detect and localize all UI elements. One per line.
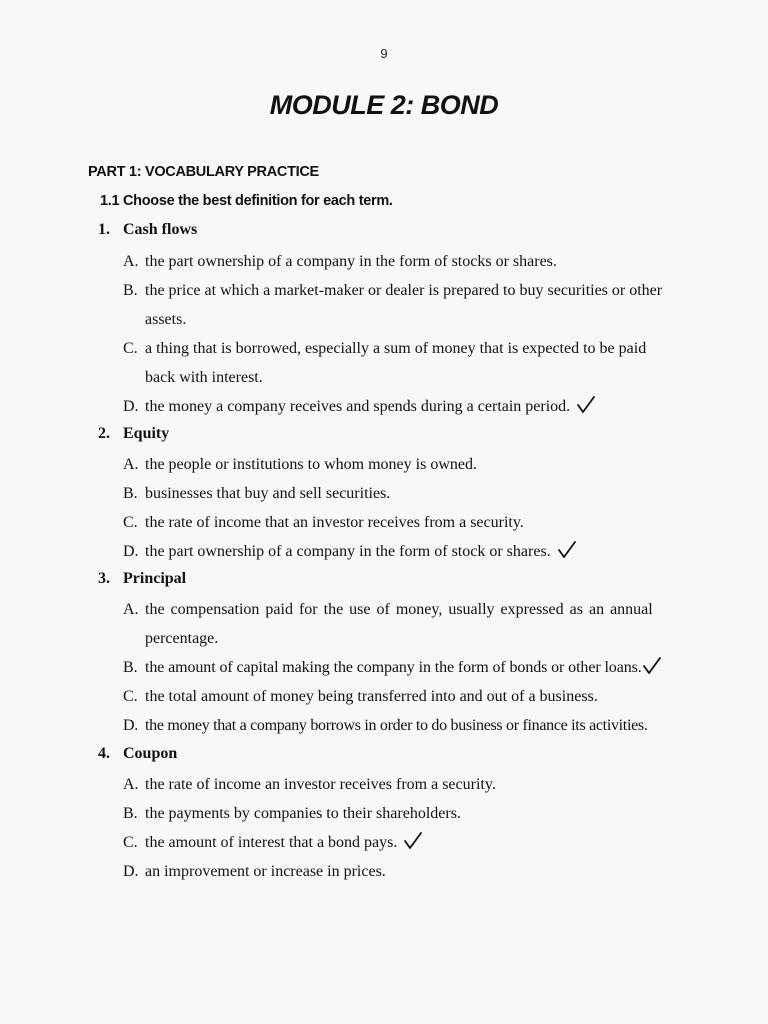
question-number: 1. <box>98 221 110 238</box>
option-letter: D. <box>123 863 139 880</box>
option-text: the amount of capital making the company in the form of bonds or other loans. <box>145 659 642 676</box>
option-text-continued: back with interest. <box>145 369 263 386</box>
option-letter: B. <box>123 282 138 299</box>
question-term: Principal <box>123 570 187 587</box>
option-text: a thing that is borrowed, especially a sum of money that is expected to be paid <box>145 340 647 357</box>
option-letter: C. <box>123 340 138 357</box>
option-letter: D. <box>123 543 139 560</box>
option-letter: A. <box>123 601 139 618</box>
question-term: Cash flows <box>123 221 198 238</box>
option-letter: A. <box>123 253 139 270</box>
option-text: the total amount of money being transferred into and out of a business. <box>145 688 598 705</box>
option-text: the money a company receives and spends during a certain period. <box>145 398 571 415</box>
page-title: MODULE 2: BOND <box>269 90 499 120</box>
option-text: the payments by companies to their shareholders. <box>145 805 461 822</box>
option-letter: C. <box>123 514 138 531</box>
checkmark-icon <box>403 831 423 851</box>
question-2 <box>98 425 169 443</box>
option-letter: B. <box>123 659 138 676</box>
option-4d <box>123 857 671 886</box>
option-4c <box>123 828 671 857</box>
option-text: the rate of income that an investor receives from a security. <box>145 514 524 531</box>
checkmark-icon <box>642 656 662 676</box>
option-text: businesses that buy and sell securities. <box>145 485 391 502</box>
option-letter: A. <box>123 456 139 473</box>
option-letter: C. <box>123 834 138 851</box>
question-number: 3. <box>98 570 110 587</box>
option-letter: B. <box>123 485 138 502</box>
option-text: the price at which a market-maker or dealer is prepared to buy securities or other <box>145 282 663 299</box>
checkmark-icon <box>576 395 596 415</box>
option-text: an improvement or increase in prices. <box>145 863 386 880</box>
option-3c <box>123 682 671 711</box>
option-1d <box>123 392 671 421</box>
option-4b <box>123 799 671 828</box>
option-2a <box>123 450 671 479</box>
option-1b <box>123 276 671 334</box>
option-text: the compensation paid for the use of money, usually expressed as an annual <box>145 601 653 618</box>
option-letter: B. <box>123 805 138 822</box>
option-4a <box>123 770 671 799</box>
instruction: 1.1 Choose the best definition for each term. <box>100 193 393 209</box>
option-text-continued: percentage. <box>145 630 219 647</box>
question-number: 4. <box>98 745 110 762</box>
option-text: the amount of interest that a bond pays. <box>145 834 398 851</box>
part-heading: PART 1: VOCABULARY PRACTICE <box>88 164 319 180</box>
question-term: Equity <box>123 425 170 442</box>
question-1 <box>98 221 197 239</box>
option-text: the part ownership of a company in the form of stock or shares. <box>145 543 551 560</box>
option-2b <box>123 479 671 508</box>
option-1a <box>123 247 671 276</box>
option-3d <box>123 711 683 740</box>
option-text: the part ownership of a company in the form of stocks or shares. <box>145 253 557 270</box>
question-number: 2. <box>98 425 110 442</box>
question-term: Coupon <box>123 745 178 762</box>
option-letter: D. <box>123 398 139 415</box>
option-2c <box>123 508 671 537</box>
option-letter: C. <box>123 688 138 705</box>
question-3 <box>98 570 186 588</box>
question-4 <box>98 745 177 763</box>
page-number: 9 <box>380 46 388 61</box>
option-letter: D. <box>123 717 138 734</box>
option-letter: A. <box>123 776 139 793</box>
option-text: the money that a company borrows in order to do business or finance its activities. <box>145 717 648 734</box>
option-2d <box>123 537 671 566</box>
option-text: the rate of income an investor receives from a security. <box>145 776 496 793</box>
checkmark-icon <box>557 540 577 560</box>
option-3b <box>123 653 683 682</box>
option-text: the people or institutions to whom money is owned. <box>145 456 477 473</box>
option-3a <box>123 595 671 653</box>
option-text-continued: assets. <box>145 311 187 328</box>
option-1c <box>123 334 671 392</box>
